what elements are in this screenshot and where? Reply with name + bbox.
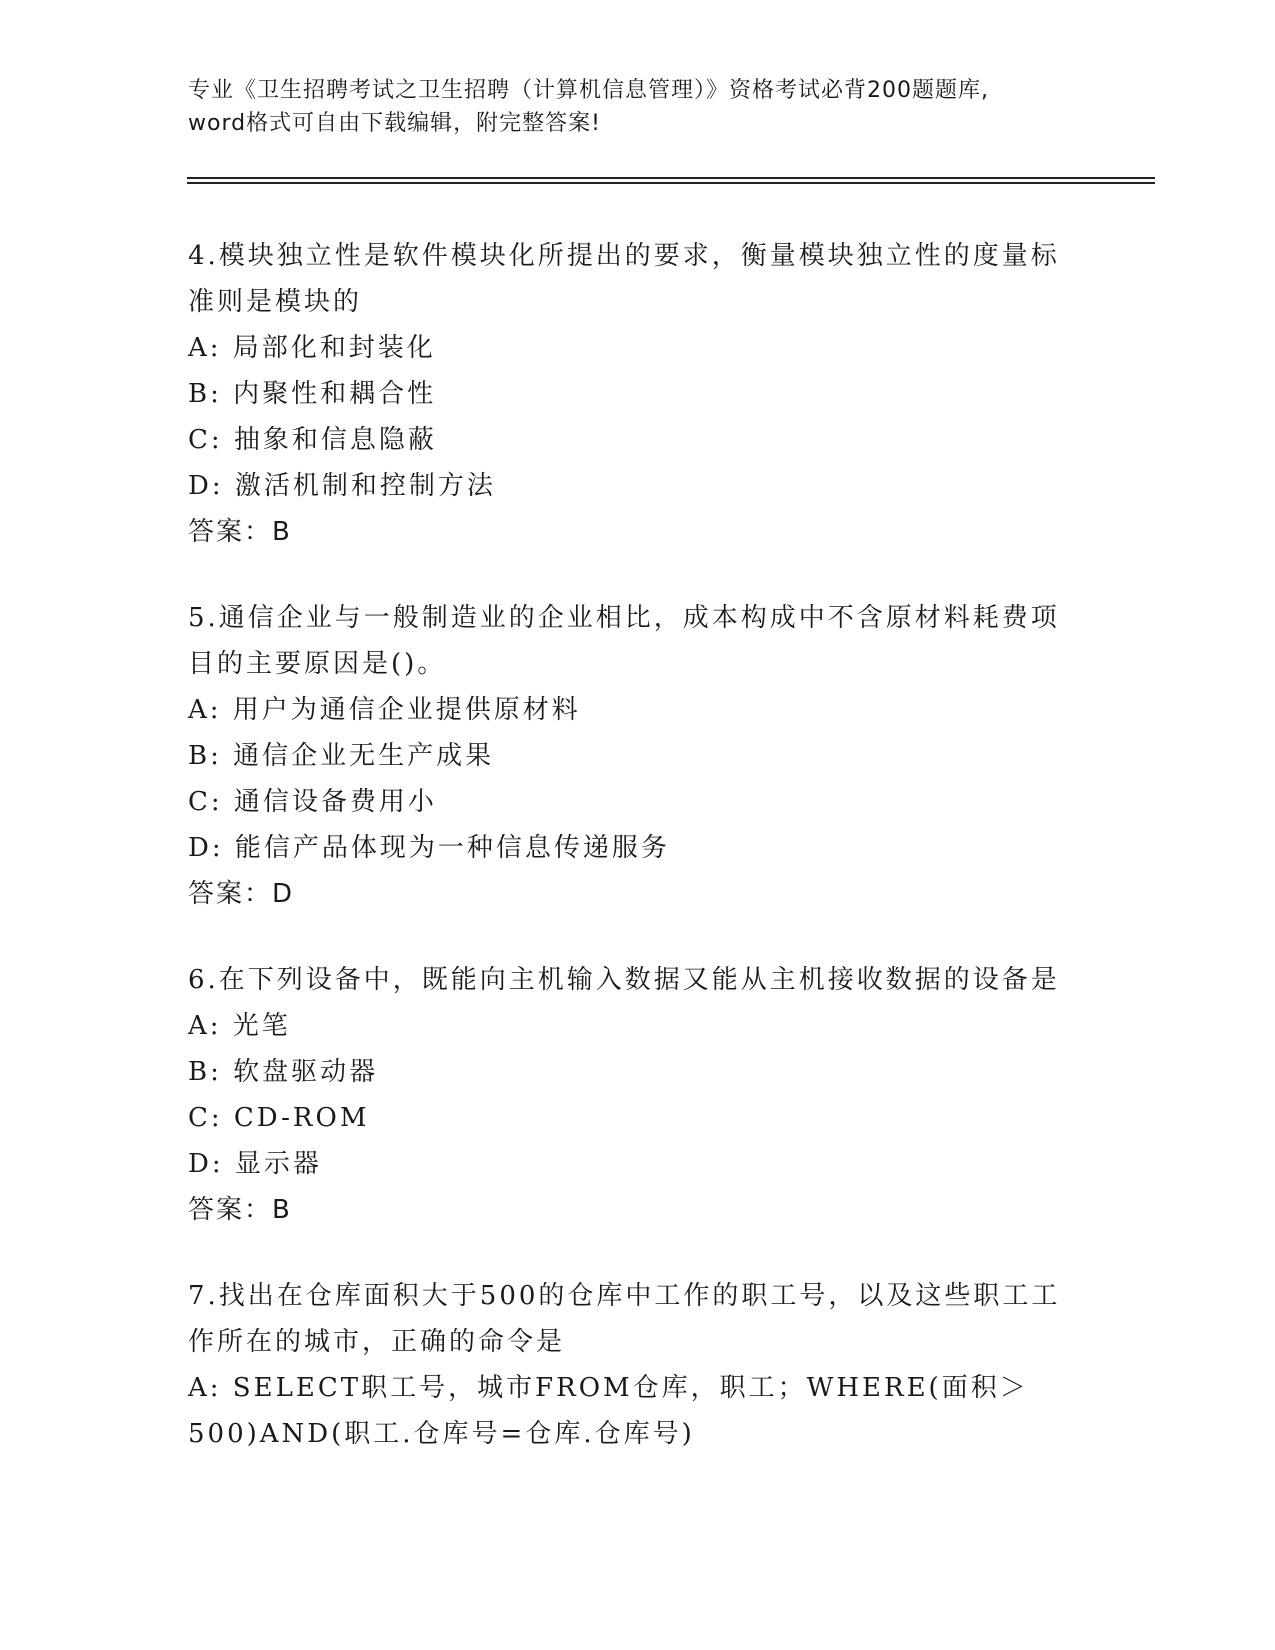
answer: 答案：B: [188, 1195, 292, 1225]
option-a: A: SELECT职工号，城市FROM仓库，职工；WHERE(面积＞500)AND(职工.仓库号=仓库.仓库号): [188, 1373, 1029, 1449]
answer: 答案：D: [188, 879, 295, 909]
question-5: [188, 595, 1088, 917]
option-d: D: 激活机制和控制方法: [188, 471, 496, 501]
question-stem: 5.通信企业与一般制造业的企业相比，成本构成中不含原材料耗费项目的主要原因是()。: [188, 603, 1060, 679]
option-c: C: 抽象和信息隐蔽: [188, 425, 437, 455]
option-a: A: 局部化和封装化: [188, 333, 436, 363]
question-stem: 4.模块独立性是软件模块化所提出的要求，衡量模块独立性的度量标准则是模块的: [188, 241, 1060, 317]
option-d: D: 显示器: [188, 1149, 322, 1179]
question-stem: 7.找出在仓库面积大于500的仓库中工作的职工号，以及这些职工工作所在的城市，正确的命令是: [188, 1281, 1061, 1357]
question-7: [188, 1273, 1088, 1457]
header-line-2: word格式可自由下载编辑，附完整答案!: [188, 111, 601, 136]
header-line-1: 专业《卫生招聘考试之卫生招聘（计算机信息管理）》资格考试必背200题题库,: [188, 78, 989, 103]
header-divider-top: [187, 177, 1155, 179]
question-6: [188, 957, 1088, 1233]
option-b: B: 通信企业无生产成果: [188, 741, 495, 771]
question-stem: 6.在下列设备中，既能向主机输入数据又能从主机接收数据的设备是: [188, 965, 1060, 995]
option-a: A: 用户为通信企业提供原材料: [188, 695, 581, 725]
header-divider-bottom: [187, 182, 1155, 184]
option-c: C: CD-ROM: [188, 1103, 370, 1133]
document-header: [188, 74, 1088, 140]
option-c: C: 通信设备费用小: [188, 787, 437, 817]
question-4: [188, 233, 1088, 555]
option-b: B: 软盘驱动器: [188, 1057, 379, 1087]
option-a: A: 光笔: [188, 1011, 291, 1041]
option-b: B: 内聚性和耦合性: [188, 379, 437, 409]
option-d: D: 能信产品体现为一种信息传递服务: [188, 833, 670, 863]
question-list: [188, 233, 1088, 1497]
answer: 答案：B: [188, 517, 292, 547]
